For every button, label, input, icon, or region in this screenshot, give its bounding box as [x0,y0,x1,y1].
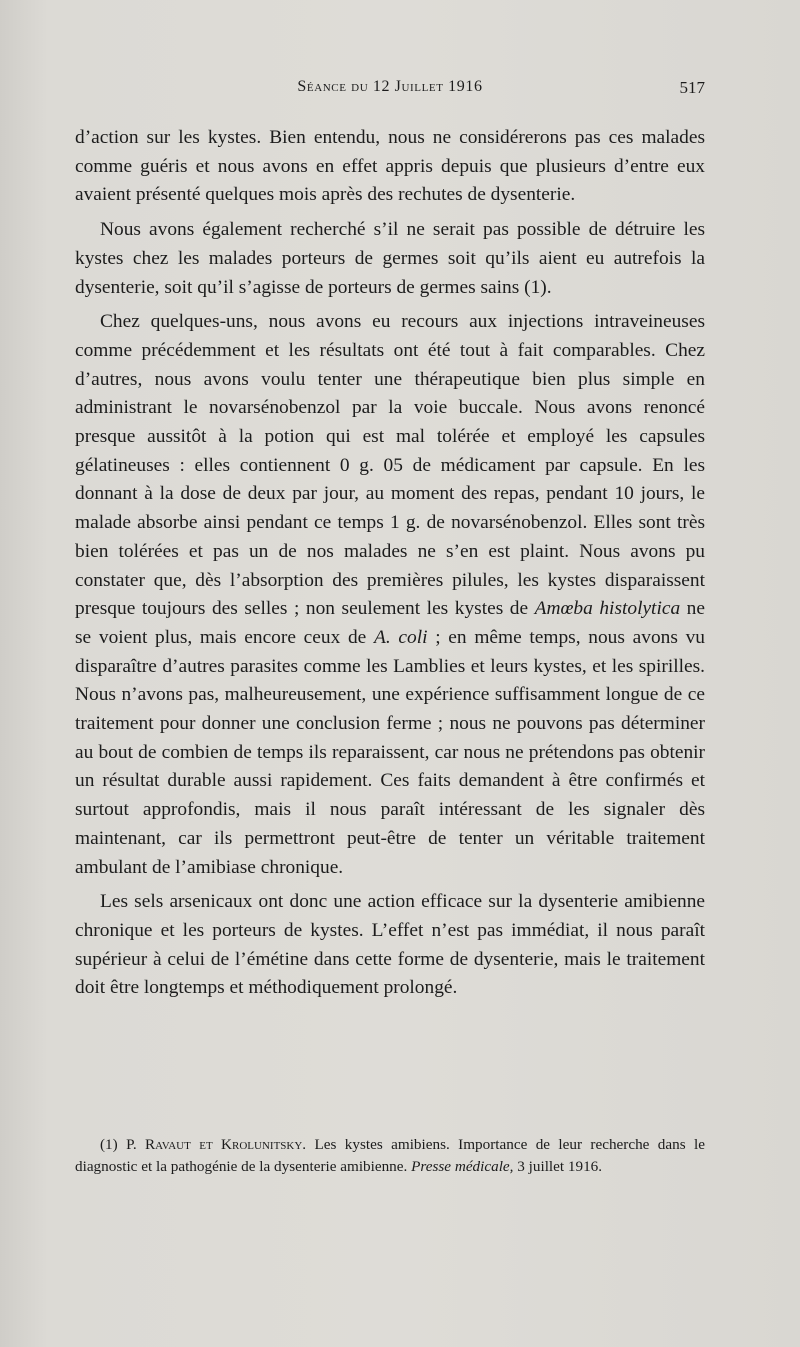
footnote-marker: (1) [100,1136,118,1153]
footnote-date: 3 juillet 1916. [513,1157,603,1175]
page-header [75,78,705,102]
species-name-coli: A. coli [374,626,428,648]
paragraph-2: Nous avons également recherché s’il ne serait pas possible de détruire les kystes chez les malades porteurs de germes soit qu’ils aient eu autrefois la dysenterie, soit qu’il s’agisse de porteurs de germes sains (1). [75,219,705,298]
body-text [75,124,705,1009]
paragraph-1: d’action sur les kystes. Bien entendu, nous ne considérerons pas ces malades comme guéris et nous avons en effet appris depuis que plusieurs d’entre eux avaient présenté quelques mois après des rechutes de dysenterie. [75,127,705,206]
paragraph-3-text-b: ne se voient plus, mais encore ceux de [75,598,705,648]
running-title: Séance du 12 Juillet 1916 [297,78,483,95]
footnote-entry [75,1134,705,1177]
footnote [75,1134,705,1177]
footnote-journal: Presse médicale, [411,1157,514,1175]
footnote-text: Les kystes amibiens. Importance de leur recherche dans le diagnostic et la pathogénie de la dysenterie amibienne. [75,1136,705,1175]
paragraph-3-text-a: Chez quelques-uns, nous avons eu recours aux injections intraveineuses comme précédemment et les résultats ont été tout à fait comparables. Chez d’autres, nous avons voulu tenter une thérapeutique bien plus simple en administrant le novarsénobenzol par la voie buccale. Nous avons renoncé presque aussitôt à la potion qui est mal tolérée et employé les capsules gélatineuses : elles contiennent 0 g. 05 de médicament par capsule. En les donnant à la dose de deux par jour, au moment des repas, pendant 10 jours, le malade absorbe ainsi pendant ce temps 1 g. de novarsénobenzol. Elles sont très bien tolérées et pas un de nos malades ne s’en est plaint. Nous avons pu constater que, dès l’absorption des premières pilules, les kystes disparaissent presque toujours des selles ; non seulement les kystes de [75,311,705,620]
footnote-authors: P. Ravaut et Krolunitsky. [126,1136,307,1153]
paragraph-4: Les sels arsenicaux ont donc une action efficace sur la dysenterie amibienne chronique et les porteurs de kystes. L’effet n’est pas immédiat, il nous paraît supérieur à celui de l’émétine dans cette forme de dysenterie, mais le traitement doit être longtemps et méthodiquement prolongé. [75,891,705,999]
paragraph-3 [75,308,705,882]
species-name-histolytica: Amœba histolytica [534,598,681,620]
page-number: 517 [679,78,705,97]
paragraph-3-text-c: ; en même temps, nous avons vu disparaître d’autres parasites comme les Lamblies et leurs kystes, et les spirilles. Nous n’avons pas, malheureusement, une expérience suffisamment longue de ce traitement pour donner une conclusion ferme ; nous ne pouvons pas déterminer au bout de combien de temps ils reparaissent, car nous ne prétendons pas obtenir un résultat durable aussi rapidement. Ces faits demandent à être confirmés et surtout approfondis, mais il nous paraît intéressant de les signaler dès maintenant, car ils permettront peut-être de tenter un véritable traitement ambulant de l’amibiase chronique. [75,626,705,878]
